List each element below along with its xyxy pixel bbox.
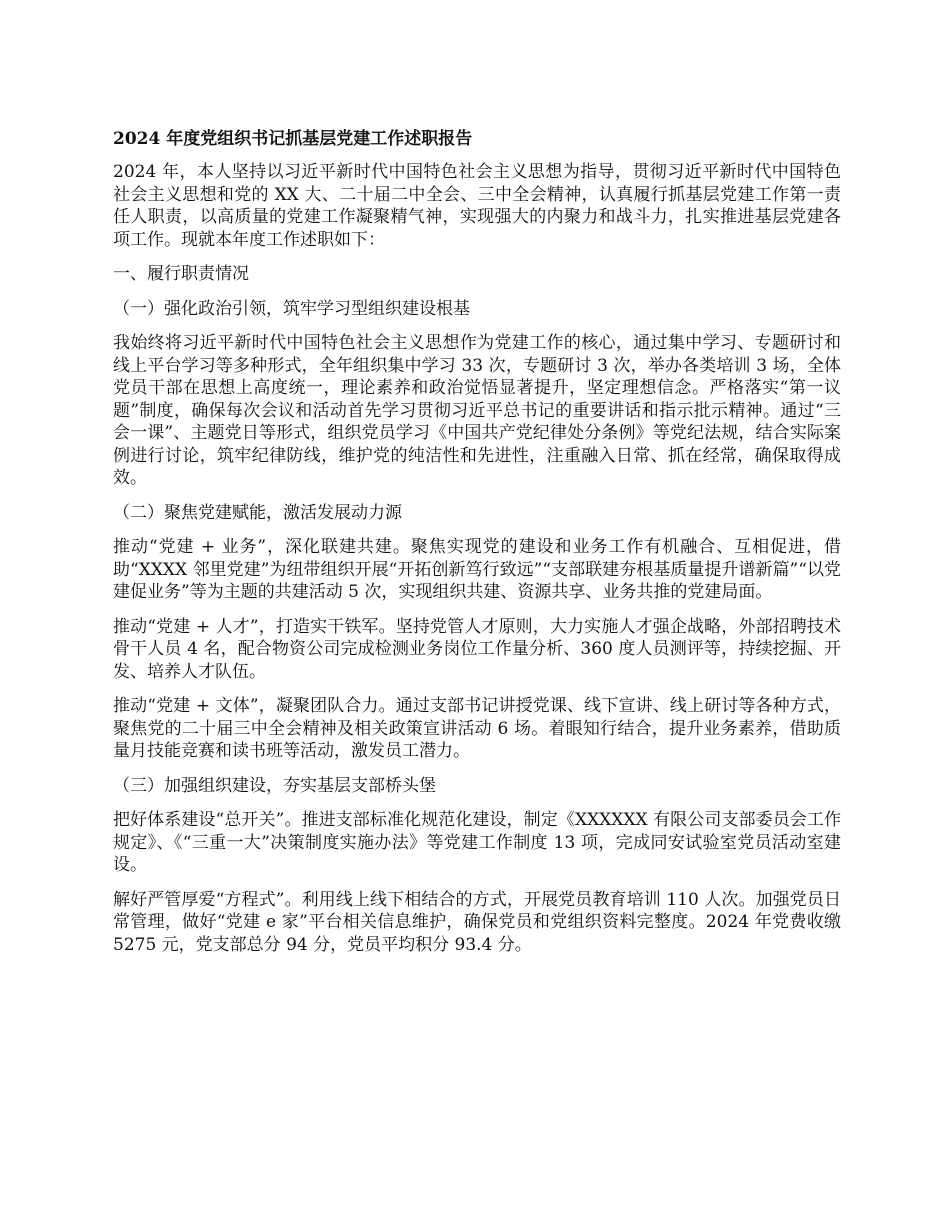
paragraph-party-business: 推动“党建 + 业务”，深化联建共建。聚焦实现党的建设和业务工作有机融合、互相促进，借助“XXXX 邻里党建”为纽带组织开展“开拓创新笃行致远”“支部联建夯根基质量提升谱新篇”“以党建促业务”等为主题的共建活动 5 次，实现组织共建、资源共享、业务共推的党建局面。 bbox=[113, 537, 841, 602]
document-title: 2024 年度党组织书记抓基层党建工作述职报告 bbox=[113, 129, 473, 149]
section-heading-1: 一、履行职责情况 bbox=[113, 264, 249, 284]
subsection-heading-2: （二）聚焦党建赋能，激活发展动力源 bbox=[113, 502, 402, 523]
document-page bbox=[113, 128, 841, 968]
intro-paragraph: 2024 年，本人坚持以习近平新时代中国特色社会主义思想为指导，贯彻习近平新时代中国特色社会主义思想和党的 XX 大、二十届二中全会、三中全会精神，认真履行抓基层党建工作第一责任人职责，以高质量的党建工作凝聚精气神，实现强大的内聚力和战斗力，扎实推进基层党建各项工作。现就本年度工作述职如下： bbox=[113, 162, 841, 250]
paragraph-party-culture: 推动“党建 + 文体”，凝聚团队合力。通过支部书记讲授党课、线下宣讲、线上研讨等各种方式，聚焦党的二十届三中全会精神及相关政策宣讲活动 6 场。着眼知行结合，提升业务素养，借助质量月技能竞赛和读书班等活动，激发员工潜力。 bbox=[113, 696, 841, 761]
paragraph-party-talent: 推动“党建 + 人才”，打造实干铁军。坚持党管人才原则，大力实施人才强企战略，外部招聘技术骨干人员 4 名，配合物资公司完成检测业务岗位工作量分析、360 度人员测评等，持续挖掘、开发、培养人才队伍。 bbox=[113, 616, 841, 682]
paragraph-system-building: 把好体系建设“总开关”。推进支部标准化规范化建设，制定《XXXXXX 有限公司支部委员会工作规定》、《“三重一大”决策制度实施办法》等党建工作制度 13 项，完成同安试验室党员活动室建设。 bbox=[113, 810, 841, 875]
paragraph-member-management: 解好严管厚爱“方程式”。利用线上线下相结合的方式，开展党员教育培训 110 人次。加强党员日常管理，做好“党建 e 家”平台相关信息维护，确保党员和党组织资料完整度。2024 年党费收缴 5275 元，党支部总分 94 分，党员平均积分 93.4 分。 bbox=[113, 889, 841, 955]
subsection-heading-1: （一）强化政治引领，筑牢学习型组织建设根基 bbox=[113, 298, 470, 319]
paragraph-political-guidance: 我始终将习近平新时代中国特色社会主义思想作为党建工作的核心，通过集中学习、专题研讨和线上平台学习等多种形式，全年组织集中学习 33 次，专题研讨 3 次，举办各类培训 3 场，全体党员干部在思想上高度统一，理论素养和政治觉悟显著提升，坚定理想信念。严格落实“第一议题”制度，确保每次会议和活动首先学习贯彻习近平总书记的重要讲话和指示批示精神。通过“三会一课”、主题党日等形式，组织党员学习《中国共产党纪律处分条例》等党纪法规，结合实际案例进行讨论，筑牢纪律防线，维护党的纯洁性和先进性，注重融入日常、抓在经常，确保取得成效。 bbox=[113, 333, 841, 488]
subsection-heading-3: （三）加强组织建设，夯实基层支部桥头堡 bbox=[113, 775, 436, 796]
